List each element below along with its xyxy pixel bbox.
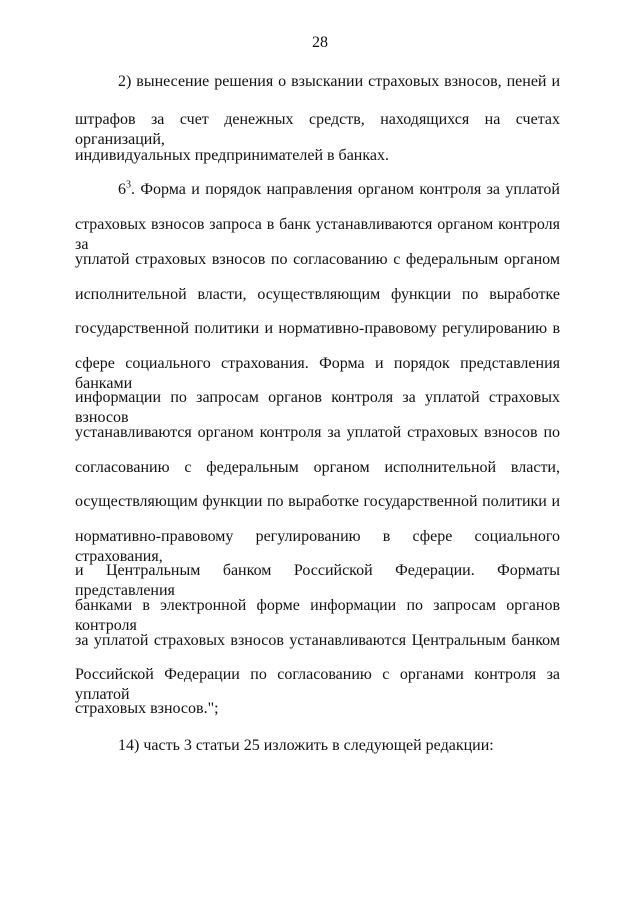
paragraph-number: $6^3$ [118, 179, 131, 198]
paragraph-2-line-11: нормативно-правовому регулированию в сфере социального страхования, [75, 528, 560, 565]
paragraph-3-line-1: 14) часть 3 статьи 25 изложить в следующей редакции: [118, 737, 494, 754]
paragraph-2-line-7: информации по запросам органов контроля за уплатой страховых взносов [75, 389, 560, 426]
paragraph-1-line-2: штрафов за счет денежных средств, находящихся на счетах организаций, [75, 111, 560, 148]
paragraph-2-line-14: за уплатой страховых взносов устанавливаются Центральным банком [75, 632, 560, 649]
paragraph-2-line-9: согласованию с федеральным органом исполнительной власти, [75, 459, 560, 476]
paragraph-2-line-13: банками в электронной форме информации по запросам органов контроля [75, 597, 560, 634]
paragraph-2-line-16: страховых взносов."; [75, 700, 219, 717]
paragraph-2-line-4: исполнительной власти, осуществляющим функции по выработке [75, 286, 560, 303]
paragraph-1-line-3: индивидуальных предпринимателей в банках. [75, 147, 389, 164]
paragraph-2-line-3: уплатой страховых взносов по согласованию с федеральным органом [75, 251, 560, 268]
paragraph-2-line-10: осуществляющим функции по выработке государственной политики и [75, 493, 560, 510]
page-number: 28 [312, 34, 328, 51]
paragraph-2-line-15: Российской Федерации по согласованию с органами контроля за уплатой [75, 666, 560, 703]
paragraph-2-line-8: устанавливаются органом контроля за уплатой страховых взносов по [75, 424, 560, 441]
paragraph-2-line-6: сфере социального страхования. Форма и порядок представления банками [75, 355, 560, 392]
paragraph-2-line-1 [118, 180, 560, 200]
paragraph-1-line-1: 2) вынесение решения о взыскании страховых взносов, пеней и [118, 73, 560, 90]
paragraph-2-line-5: государственной политики и нормативно-правовому регулированию в [75, 320, 560, 337]
paragraph-2-line-1-text: . Форма и порядок направления органом контроля за уплатой [131, 181, 560, 198]
paragraph-2-line-2: страховых взносов запроса в банк устанавливаются органом контроля за [75, 216, 560, 253]
paragraph-2-line-12: и Центральным банком Российской Федерации. Форматы представления [75, 562, 560, 599]
